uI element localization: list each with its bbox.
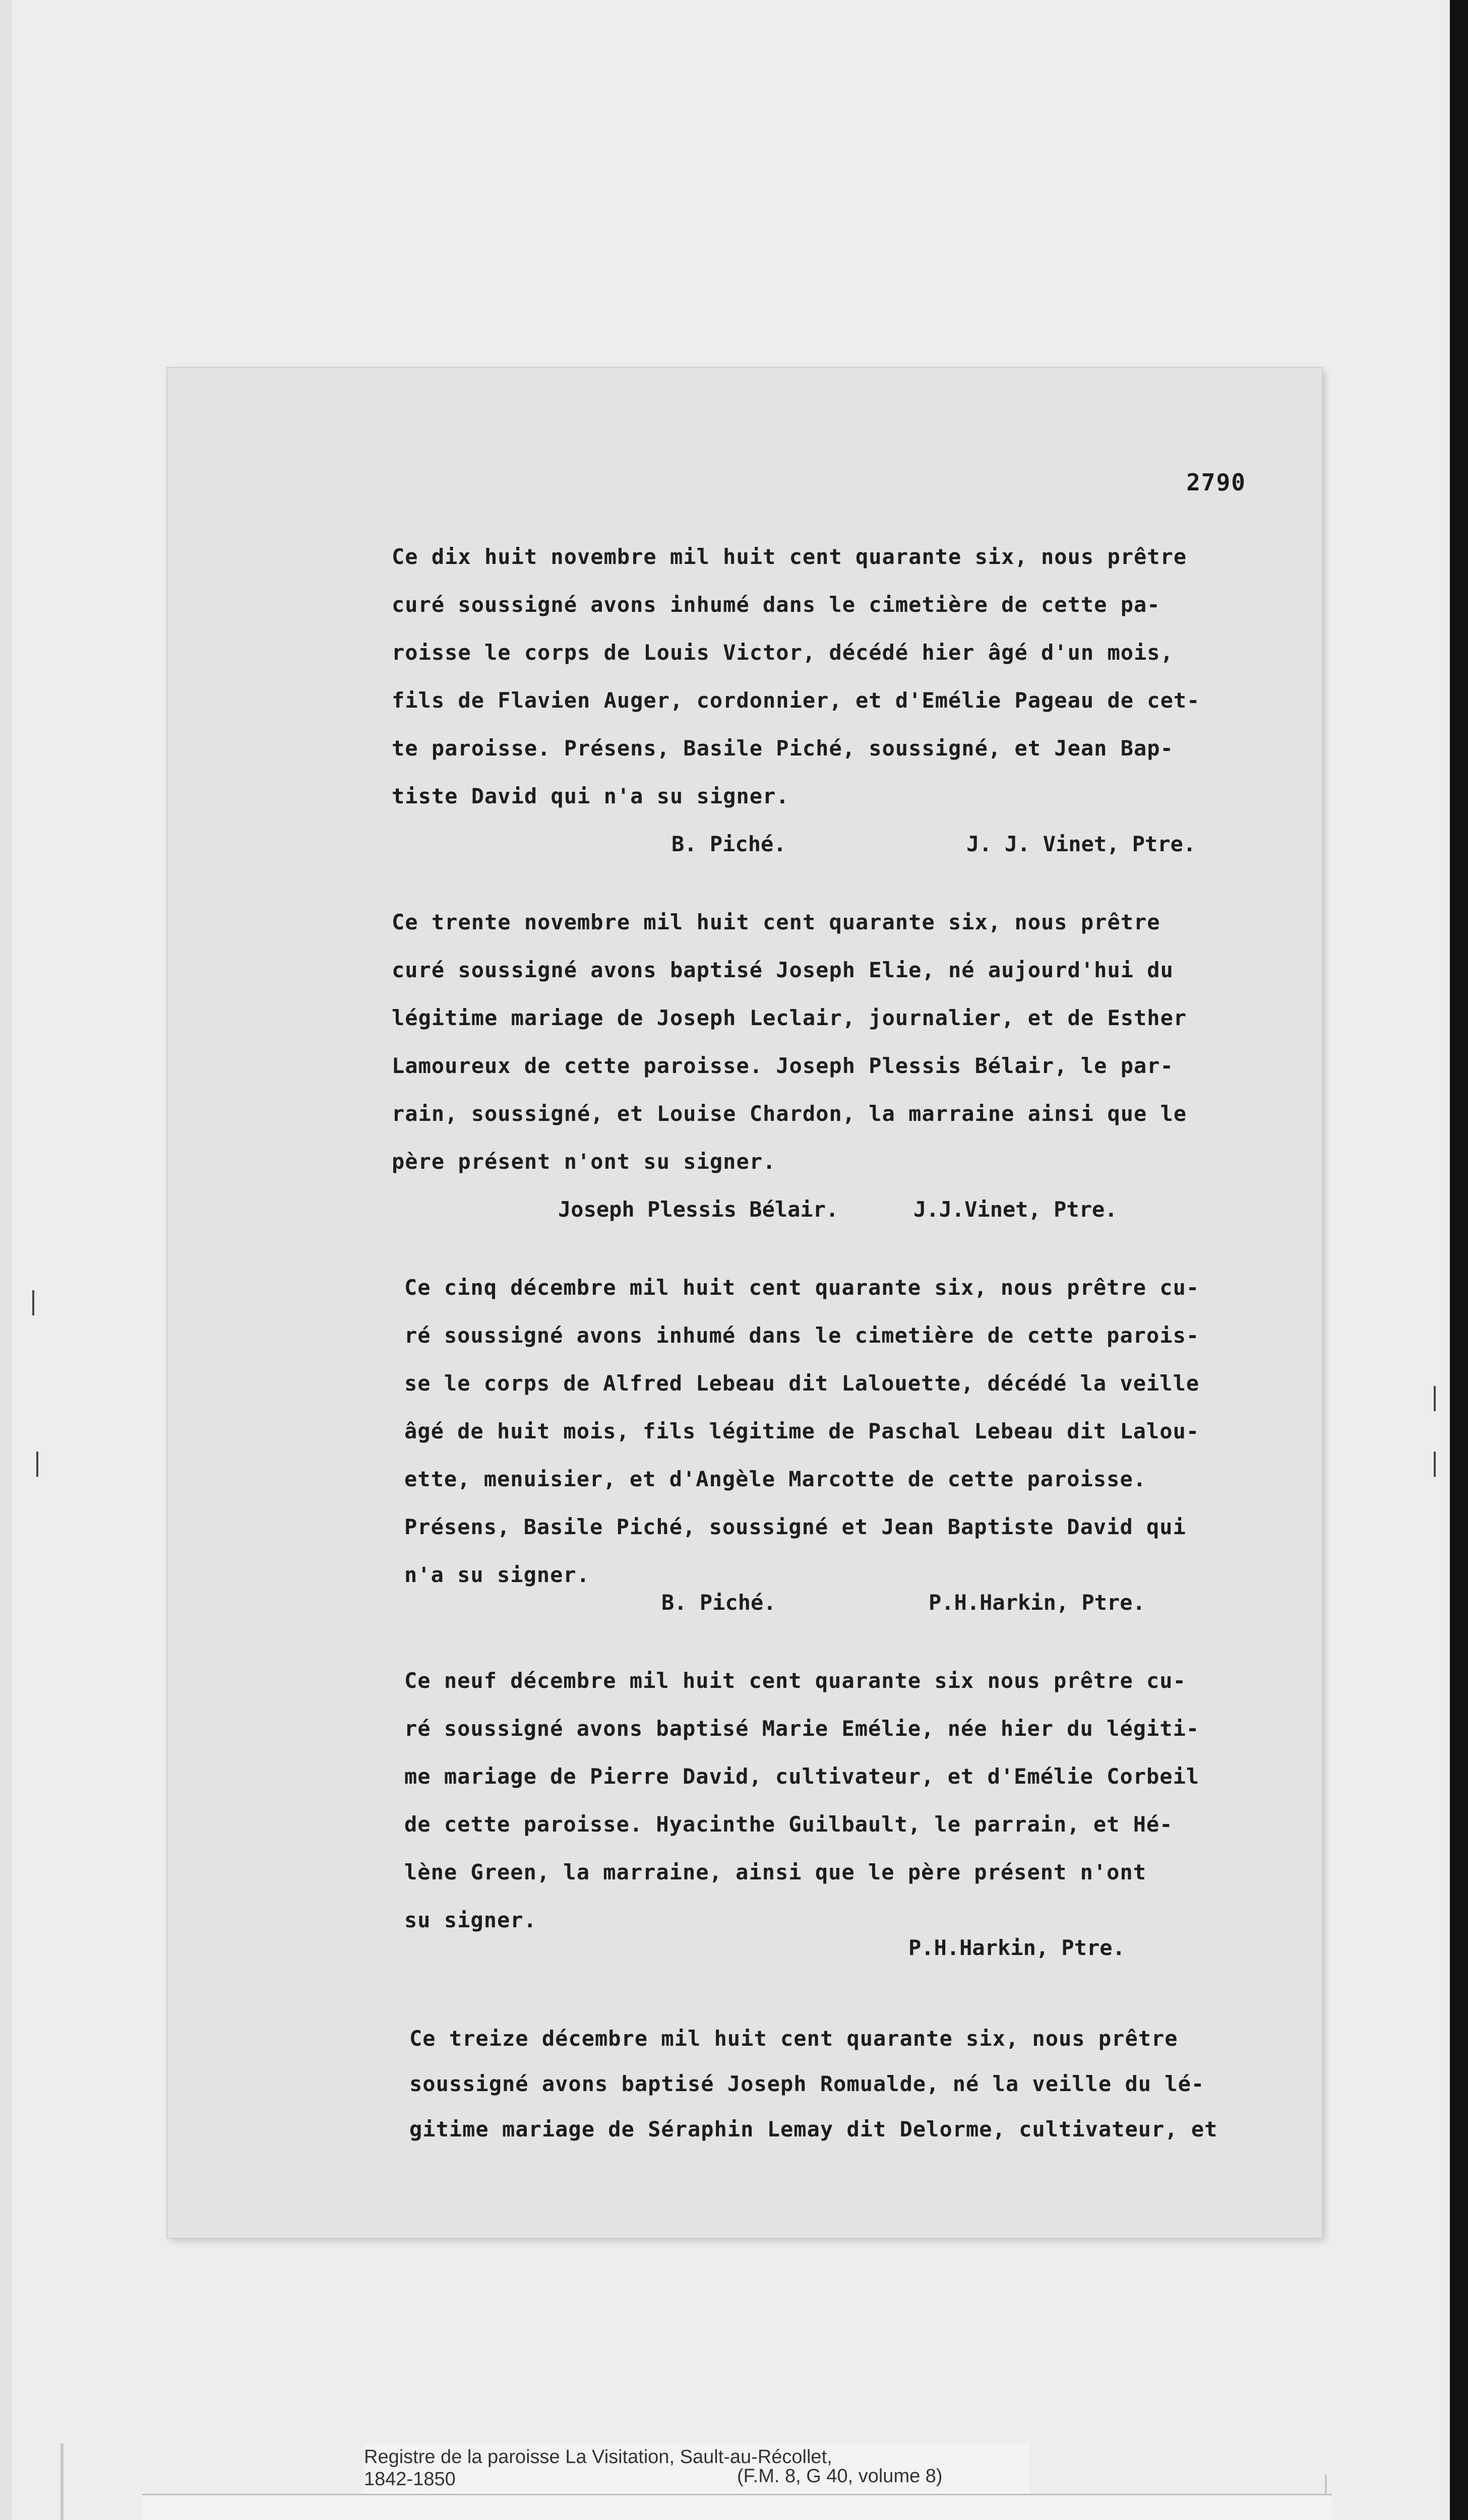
margin-mark <box>1434 1386 1436 1411</box>
entry-line: Ce neuf décembre mil huit cent quarante six nous prêtre cu- <box>404 1668 1186 1693</box>
entry-line: te paroisse. Présens, Basile Piché, soussigné, et Jean Bap- <box>392 736 1174 761</box>
entry-line: Ce dix huit novembre mil huit cent quarante six, nous prêtre <box>392 544 1187 569</box>
entry-line: légitime mariage de Joseph Leclair, journalier, et de Esther <box>392 1005 1187 1030</box>
signature: B. Piché. <box>671 832 786 856</box>
microfilm-caption <box>364 2443 1029 2494</box>
caption-title: Registre de la paroisse La Visitation, Sault-au-Récollet, <box>364 2446 832 2468</box>
entry-line: Ce treize décembre mil huit cent quarante six, nous prêtre <box>409 2026 1178 2051</box>
entry-line: ré soussigné avons inhumé dans le cimetière de cette parois- <box>404 1323 1200 1348</box>
signature: Joseph Plessis Bélair. <box>558 1197 839 1222</box>
scan-right-edge <box>1450 0 1468 2520</box>
margin-mark <box>1434 1452 1436 1477</box>
entry-line: tiste David qui n'a su signer. <box>392 784 789 808</box>
caption-years: 1842-1850 <box>364 2469 456 2490</box>
entry-line: me mariage de Pierre David, cultivateur, et d'Emélie Corbeil <box>404 1764 1200 1789</box>
entry-line: rain, soussigné, et Louise Chardon, la marraine ainsi que le <box>392 1101 1187 1126</box>
entry-line: père présent n'ont su signer. <box>392 1149 776 1174</box>
entry-line: curé soussigné avons baptisé Joseph Elie, né aujourd'hui du <box>392 958 1174 982</box>
entry-line: Ce trente novembre mil huit cent quarante six, nous prêtre <box>392 910 1160 934</box>
signature: P.H.Harkin, Ptre. <box>908 1935 1125 1960</box>
entry-line: Lamoureux de cette paroisse. Joseph Plessis Bélair, le par- <box>392 1053 1174 1078</box>
caption-reference: (F.M. 8, G 40, volume 8) <box>737 2466 943 2487</box>
entry-line: curé soussigné avons inhumé dans le cimetière de cette pa- <box>392 592 1160 617</box>
register-page <box>167 368 1322 2238</box>
archives-stamp <box>142 2494 1332 2520</box>
entry-line: soussigné avons baptisé Joseph Romualde, né la veille du lé- <box>409 2071 1205 2096</box>
page-number: 2790 <box>1186 469 1246 496</box>
entry-line: ré soussigné avons baptisé Marie Emélie, née hier du légiti- <box>404 1716 1200 1741</box>
signature: P.H.Harkin, Ptre. <box>929 1590 1145 1615</box>
margin-mark <box>36 1452 38 1477</box>
margin-mark <box>32 1290 34 1315</box>
entry-line: su signer. <box>404 1908 537 1932</box>
entry-line: lène Green, la marraine, ainsi que le père présent n'ont <box>404 1860 1147 1884</box>
entry-line: ette, menuisier, et d'Angèle Marcotte de cette paroisse. <box>404 1467 1147 1491</box>
signature: B. Piché. <box>661 1590 776 1615</box>
signature: J.J.Vinet, Ptre. <box>913 1197 1118 1222</box>
entry-line: n'a su signer. <box>404 1562 590 1587</box>
entry-line: âgé de huit mois, fils légitime de Paschal Lebeau dit Lalou- <box>404 1419 1200 1443</box>
signature: J. J. Vinet, Ptre. <box>966 832 1196 856</box>
entry-line: de cette paroisse. Hyacinthe Guilbault, le parrain, et Hé- <box>404 1812 1173 1837</box>
entry-line: fils de Flavien Auger, cordonnier, et d'Emélie Pageau de cet- <box>392 688 1200 713</box>
entry-line: Présens, Basile Piché, soussigné et Jean Baptiste David qui <box>404 1515 1186 1539</box>
scan-left-shade <box>0 0 12 2520</box>
stamp-fold-left <box>60 2443 64 2520</box>
entry-line: Ce cinq décembre mil huit cent quarante six, nous prêtre cu- <box>404 1275 1200 1300</box>
entry-line: se le corps de Alfred Lebeau dit Lalouette, décédé la veille <box>404 1371 1200 1396</box>
entry-line: roisse le corps de Louis Victor, décédé hier âgé d'un mois, <box>392 640 1174 665</box>
entry-line: gitime mariage de Séraphin Lemay dit Delorme, cultivateur, et <box>409 2117 1218 2141</box>
